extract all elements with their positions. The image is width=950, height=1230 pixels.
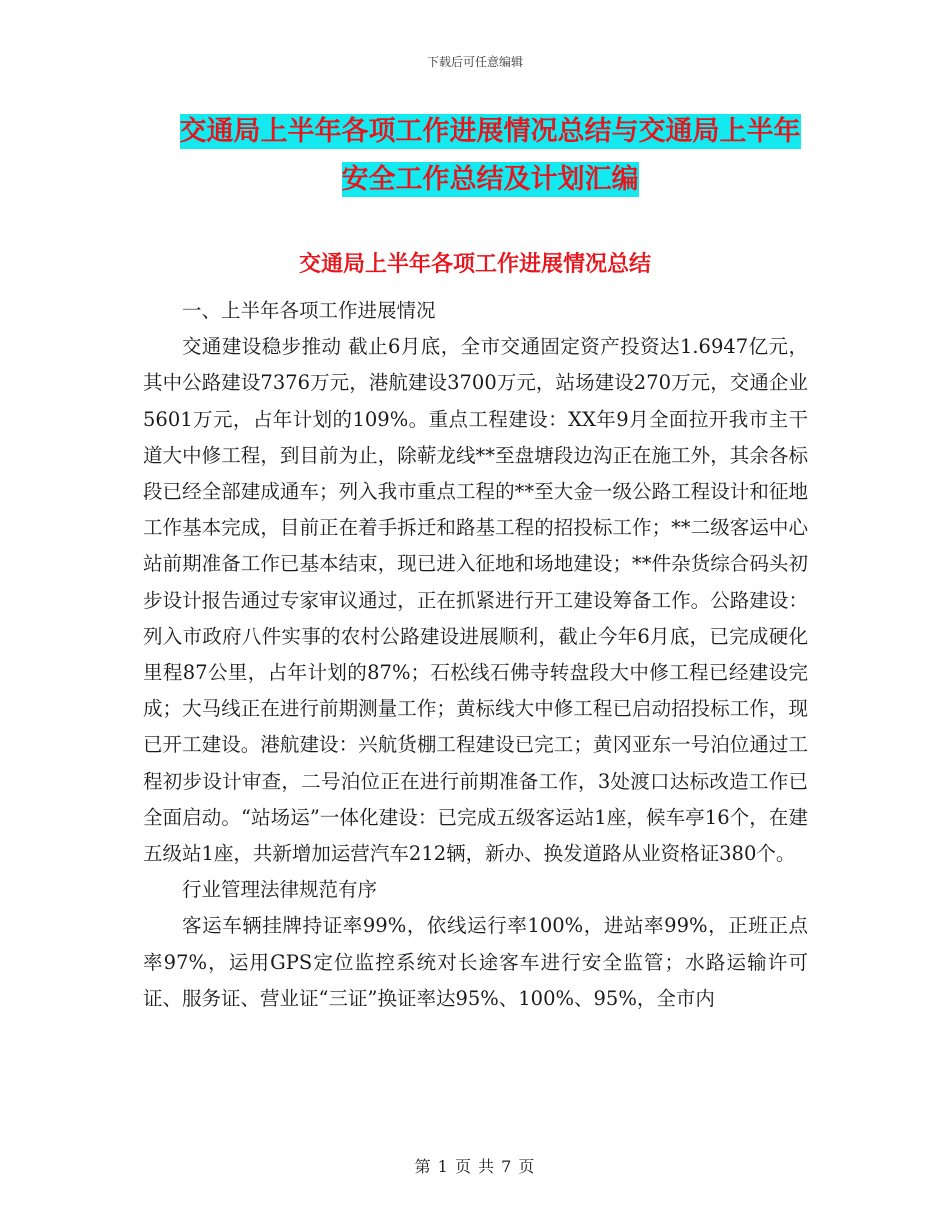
document-title — [140, 108, 840, 204]
section-title: 交通局上半年各项工作进展情况总结 — [298, 251, 651, 277]
document-title-line-2: 安全工作总结及计划汇编 — [341, 164, 639, 195]
body-text — [143, 293, 808, 1017]
document-title-line-1: 交通局上半年各项工作进展情况总结与交通局上半年 — [179, 116, 801, 147]
paragraph-heading-management: 行业管理法律规范有序 — [182, 878, 378, 902]
paragraph-heading-progress: 一、上半年各项工作进展情况 — [182, 299, 436, 322]
paragraph-construction: 交通建设稳步推动 截止6月底，全市交通固定资产投资达1.6947亿元，其中公路建设7376万元，港航建设3700万元，站场建设270万元，交通企业5601万元，占年计划的109%。重点工程建设：XX年9月全面拉开我市主干道大中修工程，到目前为止，除蕲龙线**至盘塘段边沟正在施工外，其余各标段已经全部建成通车；列入我市重点工程的**至大金一级公路工程设计和征地工作基本完成，目前正在着手拆迁和路基工程的招投标工作；**二级客运中心站前期准备工作已基本结束，现已进入征地和场地建设；**件杂货综合码头初步设计报告通过专家审议通过，正在抓紧进行开工建设筹备工作。公路建设：列入市政府八件实事的农村公路建设进展顺利，截止今年6月底，已完成硬化里程87公里，占年计划的87%；石松线石佛寺转盘段大中修工程已经建设完成；大马线正在进行前期测量工作；黄标线大中修工程已启动招投标工作，现已开工建设。港航建设：兴航货棚工程建设已完工；黄冈亚东一号泊位通过工程初步设计审查，二号泊位正在进行前期准备工作，3处渡口达标改造工作已全面启动。“站场运”一体化建设：已完成五级客运站1座，候车亭16个，在建五级站1座，共新增加运营汽车212辆，新办、换发道路从业资格证380个。 — [143, 335, 808, 866]
page-number: 第 1 页 共 7 页 — [414, 1157, 536, 1176]
paragraph-passenger-transport: 客运车辆挂牌持证率99%，依线运行率100%，进站率99%，正班正点率97%，运用GPS定位监控系统对长途客车进行安全监管；水路运输许可证、服务证、营业证“三证”换证率达95%、100%、95%，全市内 — [143, 914, 808, 1010]
header-note: 下载后可任意编辑 — [426, 55, 523, 69]
